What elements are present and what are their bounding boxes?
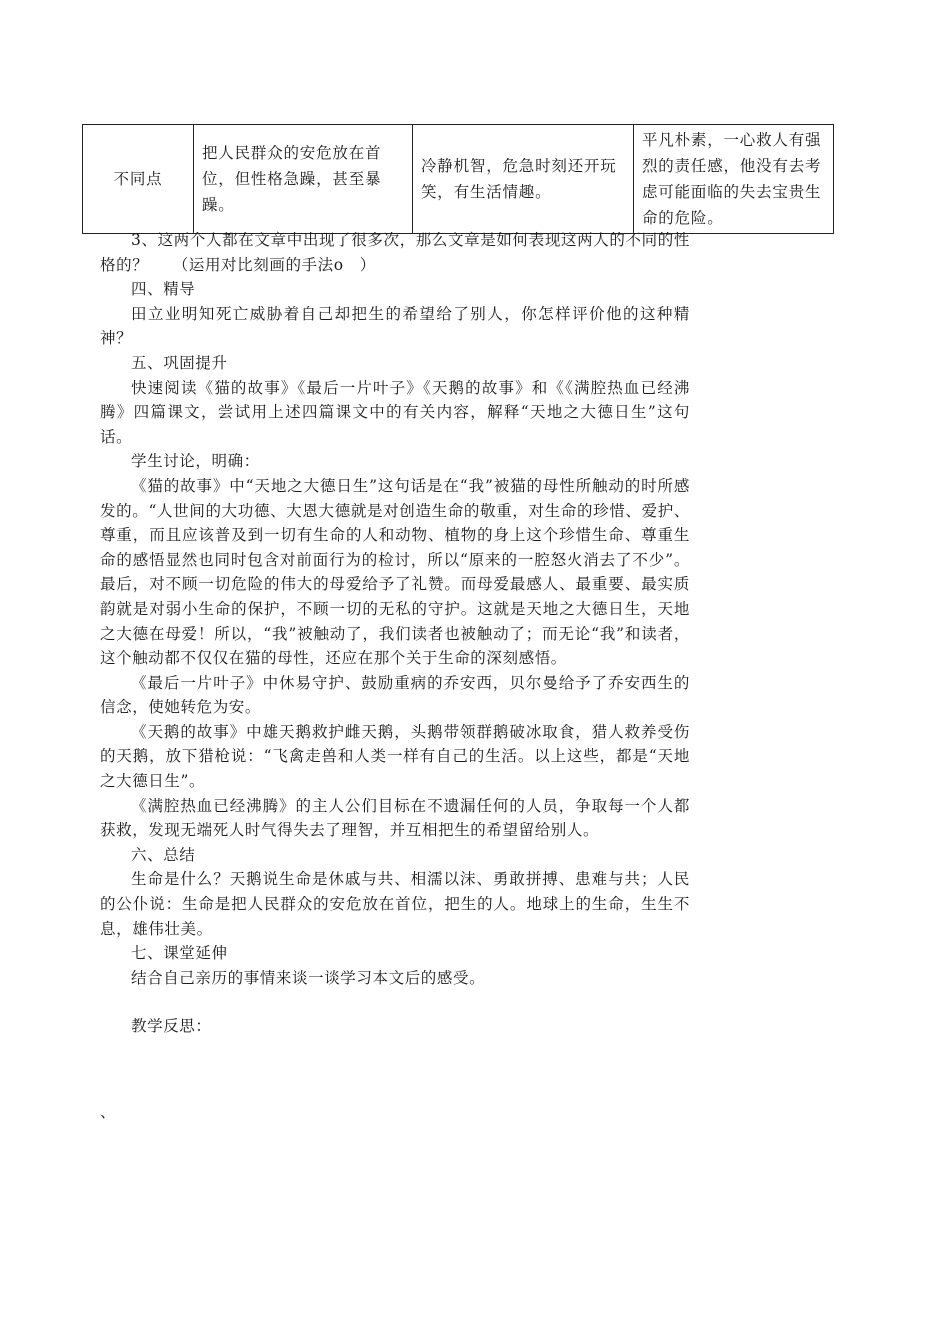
question-paragraph: 3、这两个人都在文章中出现了很多次，那么文章是如何表现这两人的不同的性格的？ （运用对比刻画的手法o ） [100,231,690,274]
paragraph: 《猫的故事》中“天地之大德日生”这句话是在“我”被猫的母性所触动的时所感发的。“人世间的大功德、大恩大德就是对创造生命的敬重，对生命的珍惜、爱护、尊重，而且应该普及到一切有生命的人和动物、植物的身上这个珍惜生命、尊重生命的感悟显然也同时包含对前面行为的检讨，所以“原来的一腔怒火消去了不少”。最后，对不顾一切危险的伟大的母爱给予了礼赞。而母爱最感人、最重要、最实质韵就是对弱小生命的保护，不顾一切的无私的守护。这就是天地之大德日生，天地之大德在母爱！所以，“我”被触动了，我们读者也被触动了；而无论“我”和读者，这个触动都不仅仅在猫的母性，还应在那个关于生命的深刻感悟。 [100,476,690,668]
section-heading: 五、巩固提升 [131,353,228,372]
paragraph: 田立业明知死亡威胁着自己却把生的希望给了别人，你怎样评价他的这种精神？ [100,304,690,348]
paragraph: 《天鹅的故事》中雄天鹅救护雌天鹅，头鹅带领群鹅破冰取食，猎人救养受伤的天鹅，放下猎枪说：“飞禽走兽和人类一样有自己的生活。以上这些，都是“天地之大德日生”。 [100,722,690,791]
section-heading: 四、精导 [131,280,196,299]
paragraph: 《最后一片叶子》中休易守护、鼓励重病的乔安西，贝尔曼给予了乔安西生的信念，使她转危为安。 [100,673,690,717]
paragraph: 生命是什么？天鹅说生命是休戚与共、相濡以沫、勇敢拼搏、患难与共；人民的公仆说：生命是把人民群众的安危放在首位，把生的人。地球上的生命，生生不息，雄伟壮美。 [100,870,690,938]
paragraph: 结合自己亲历的事情来谈一谈学习本文后的感受。 [131,968,486,987]
paragraph: 学生讨论，明确： [131,452,260,471]
section-heading: 七、课堂延伸 [131,944,228,963]
reflection-label: 教学反思： [131,1017,212,1036]
table-row [83,125,834,234]
paragraph: 《满腔热血已经沸腾》的主人公们目标在不遗漏任何的人员，争取每一个人都获救，发现无端死人时气得失去了理智，并互相把生的希望留给别人。 [100,796,690,840]
table-cell: 平凡朴素，一心救人有强烈的责任感，他没有去考虑可能面临的失去宝贵生命的危险。 [634,125,834,234]
paragraph: 快速阅读《猫的故事》《最后一片叶子》《天鹅的故事》和《《满腔热血已经沸腾》四篇课文，尝试用上述四篇课文中的有关内容，解释“天地之大德日生”这句话。 [100,378,690,446]
section-heading: 六、总结 [131,845,196,864]
table-cell: 把人民群众的安危放在首位，但性格急躁，甚至暴躁。 [194,125,413,234]
trailing-mark: 、 [100,1103,116,1121]
comparison-table [82,124,834,234]
body-text [100,228,690,1039]
row-label-cell: 不同点 [83,125,194,234]
table-cell: 冷静机智，危急时刻还开玩笑，有生活情趣。 [413,125,634,234]
